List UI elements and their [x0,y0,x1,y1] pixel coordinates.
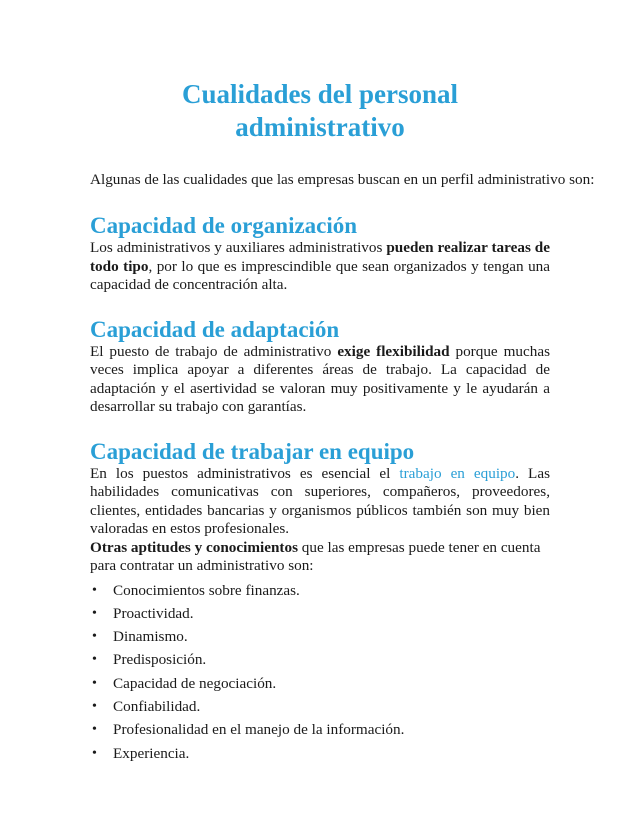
text-run: El puesto de trabajo de administrativo [90,342,338,360]
section-heading-adaptacion: Capacidad de adaptación [90,316,340,342]
list-item [90,745,550,768]
bullet-icon: • [92,722,97,738]
bullet-icon: • [92,745,97,761]
aptitudes-list [90,582,550,768]
section-heading-organizacion: Capacidad de organización [90,213,358,238]
list-item-text: Profesionalidad en el manejo de la información. [113,721,405,739]
section-paragraph-equipo [90,465,550,539]
list-item [90,651,550,674]
list-item [90,582,550,605]
bold-text: exige flexibilidad [337,342,450,360]
bullet-icon: • [92,629,97,645]
text-run: porque muchas veces implica apoyar a diferentes áreas de trabajo. La capacidad de adaptación y el asertividad se valoran muy positivamente y le ayudarán a desarrollar su trabajo con garantías. [90,342,550,415]
list-item-text: Dinamismo. [113,628,188,646]
bullet-icon: • [92,698,97,714]
list-item [90,605,550,628]
section-heading-equipo: Capacidad de trabajar en equipo [90,438,415,464]
trabajo-en-equipo-link[interactable]: trabajo en equipo [399,464,516,482]
text-run: En los puestos administrativos es esencial el [90,464,400,482]
text-run: . Las habilidades comunicativas con superiores, compañeros, proveedores, clientes, entidades bancarias y organismos públicos también son muy bien valoradas en estos profesionales. [90,464,550,537]
bullet-icon: • [92,582,97,598]
text-run: Los administrativos y auxiliares administrativos [90,239,387,256]
bullet-icon: • [92,652,97,668]
bullet-icon: • [92,605,97,621]
list-item [90,675,550,698]
list-item-text: Capacidad de negociación. [113,674,277,692]
document-page [90,78,595,768]
bullet-icon: • [92,675,97,691]
list-item [90,698,550,721]
text-run: que las empresas puede tener en cuenta para contratar un administrativo son: [90,538,541,574]
document-title: Cualidades del personal administrativo [181,79,459,142]
section-paragraph-organizacion [90,239,550,295]
list-item-text: Experiencia. [113,744,190,762]
list-item-text: Confiabilidad. [113,697,201,715]
otras-aptitudes-paragraph [90,539,550,576]
list-item-text: Predisposición. [113,651,207,669]
list-item-text: Proactividad. [113,604,194,622]
section-paragraph-adaptacion [90,343,550,417]
list-item [90,721,550,744]
list-item-text: Conocimientos sobre finanzas. [113,581,300,599]
text-run: , por lo que es imprescindible que sean organizados y tengan una capacidad de concentración alta. [90,257,550,293]
list-item [90,628,550,651]
bold-text: pueden realizar tareas de todo tipo [90,239,550,275]
intro-paragraph: Algunas de las cualidades que las empresas buscan en un perfil administrativo son: [90,171,595,188]
bold-text: Otras aptitudes y conocimientos [90,538,298,556]
